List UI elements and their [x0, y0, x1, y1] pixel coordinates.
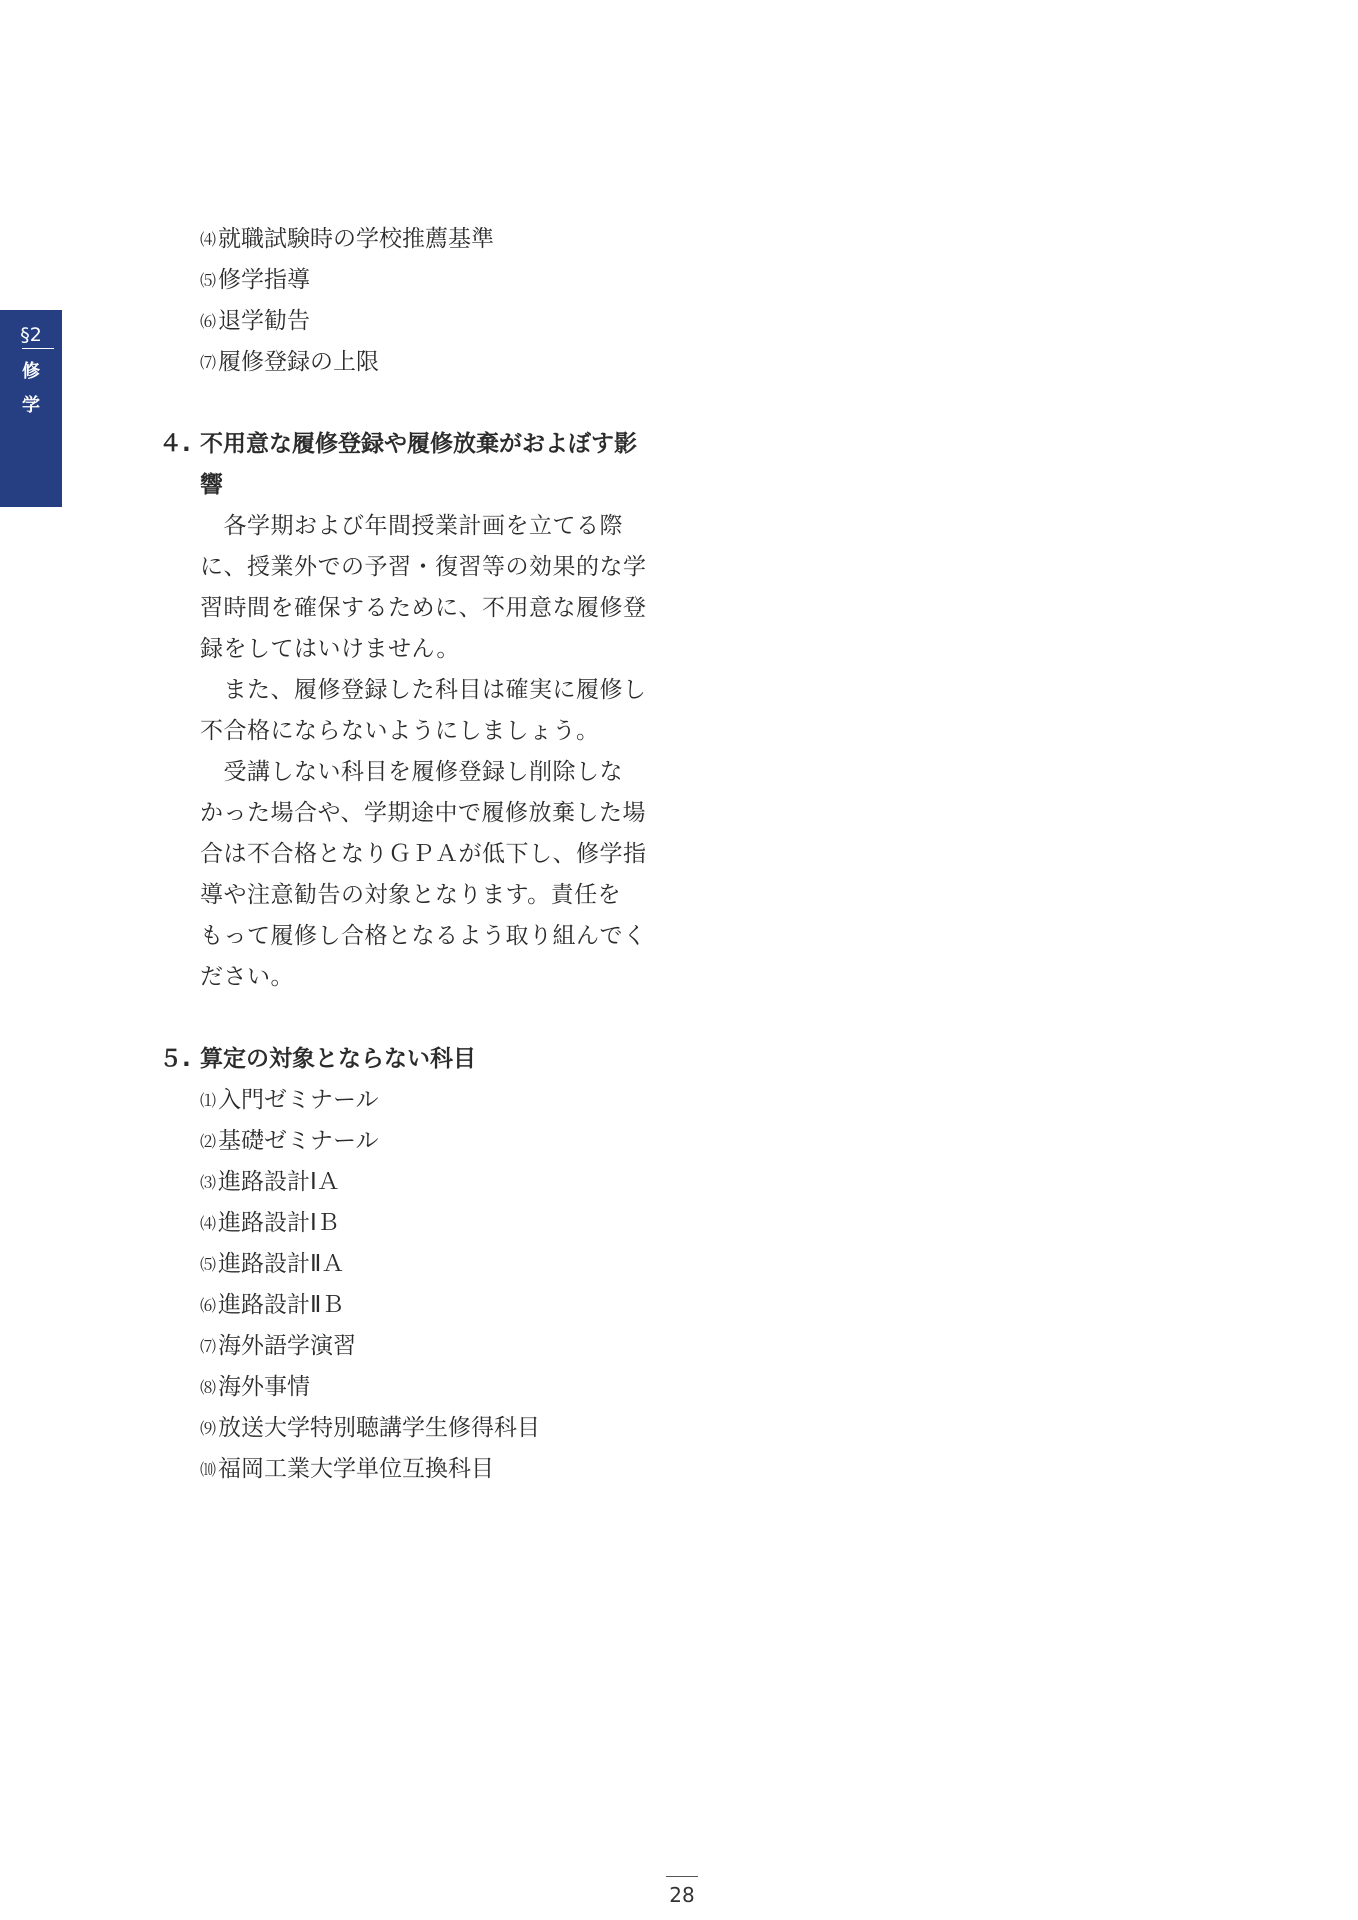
list-item — [200, 260, 685, 301]
list-b — [200, 1080, 685, 1490]
list-item-text: 海外語学演習 — [218, 1333, 356, 1359]
list-item-number: ⑽ — [200, 1460, 217, 1479]
page-number: 28 — [669, 1883, 695, 1907]
list-item-text: 放送大学特別聴講学生修得科目 — [218, 1415, 540, 1441]
paragraph-line: 録をしてはいけません。 — [200, 636, 460, 662]
list-item — [200, 1121, 685, 1162]
list-item-text: 進路設計ⅡＡ — [218, 1251, 345, 1277]
section-heading-title: 不用意な履修登録や履修放棄がおよぼす影 — [200, 431, 637, 457]
list-item — [200, 342, 685, 383]
section-heading — [159, 1039, 644, 1080]
list-item-number: ⑸ — [200, 1255, 217, 1274]
section-heading-title: 算定の対象とならない科目 — [200, 1046, 476, 1072]
list-item-text: 入門ゼミナール — [218, 1087, 379, 1113]
paragraph-line: 不合格にならないようにしましょう。 — [200, 718, 600, 744]
list-item — [200, 1449, 685, 1490]
paragraph-line: かった場合や、学期途中で履修放棄した場 — [200, 800, 647, 826]
paragraph-line: 導や注意勧告の対象となります。責任を — [200, 882, 622, 908]
list-item — [200, 1367, 685, 1408]
page-number-rule — [666, 1876, 698, 1877]
list-item — [200, 1162, 685, 1203]
paragraph-line: 習時間を確保するために、不用意な履修登 — [200, 595, 647, 621]
list-item-number: ⑴ — [200, 1091, 217, 1110]
list-item-number: ⑼ — [200, 1419, 217, 1438]
list-item-number: ⑺ — [200, 353, 217, 372]
paragraph-line: 合は不合格となりＧＰＡが低下し、修学指 — [200, 841, 647, 867]
section-heading-continued — [159, 465, 644, 506]
section-4-body — [159, 506, 647, 998]
paragraph-line: ださい。 — [200, 964, 294, 990]
list-item — [200, 1285, 685, 1326]
spacer — [200, 998, 685, 1039]
list-item-text: 福岡工業大学単位互換科目 — [218, 1456, 494, 1482]
section-divider — [22, 348, 54, 349]
paragraph-line: 各学期および年間授業計画を立てる際 — [200, 513, 623, 539]
list-item-text: 進路設計ⅡＢ — [218, 1292, 345, 1318]
section-heading-number: ５. — [159, 1046, 191, 1072]
paragraph-line: もって履修し合格となるよう取り組んでく — [200, 923, 647, 949]
paragraph-line: 受講しない科目を履修登録し削除しな — [200, 759, 623, 785]
section-char-2: 学 — [22, 395, 40, 416]
section-heading-number: ４. — [159, 431, 191, 457]
list-item-number: ⑹ — [200, 1296, 217, 1315]
list-item-number: ⑹ — [200, 312, 217, 331]
list-item-number: ⑷ — [200, 1214, 217, 1233]
section-5 — [159, 1039, 644, 1080]
section-4 — [159, 424, 647, 998]
list-item-text: 進路設計ⅠＡ — [218, 1169, 340, 1195]
section-tab — [0, 310, 62, 507]
list-item — [200, 1326, 685, 1367]
list-item — [200, 219, 685, 260]
list-item-text: 退学勧告 — [218, 308, 310, 334]
paragraph-line: に、授業外での予習・復習等の効果的な学 — [200, 554, 647, 580]
list-item — [200, 1244, 685, 1285]
list-item-number: ⑸ — [200, 271, 217, 290]
list-item — [200, 1080, 685, 1121]
list-item-text: 基礎ゼミナール — [218, 1128, 379, 1154]
list-item-number: ⑵ — [200, 1132, 217, 1151]
paragraph-line: また、履修登録した科目は確実に履修し — [200, 677, 647, 703]
spacer — [200, 383, 685, 424]
list-item-text: 海外事情 — [218, 1374, 310, 1400]
list-a — [200, 219, 685, 383]
section-heading-title-cont: 響 — [200, 472, 223, 498]
page-content — [159, 219, 685, 1490]
list-item — [200, 1408, 685, 1449]
list-item — [200, 301, 685, 342]
list-item-number: ⑶ — [200, 1173, 217, 1192]
section-number: §2 — [20, 324, 42, 346]
section-heading — [159, 424, 644, 465]
list-item — [200, 1203, 685, 1244]
list-item-text: 進路設計ⅠＢ — [218, 1210, 340, 1236]
list-item-text: 履修登録の上限 — [218, 349, 379, 375]
list-item-text: 就職試験時の学校推薦基準 — [218, 226, 494, 252]
list-item-number: ⑷ — [200, 230, 217, 249]
section-char-1: 修 — [22, 361, 40, 382]
list-item-number: ⑺ — [200, 1337, 217, 1356]
list-item-text: 修学指導 — [218, 267, 310, 293]
list-item-number: ⑻ — [200, 1378, 217, 1397]
